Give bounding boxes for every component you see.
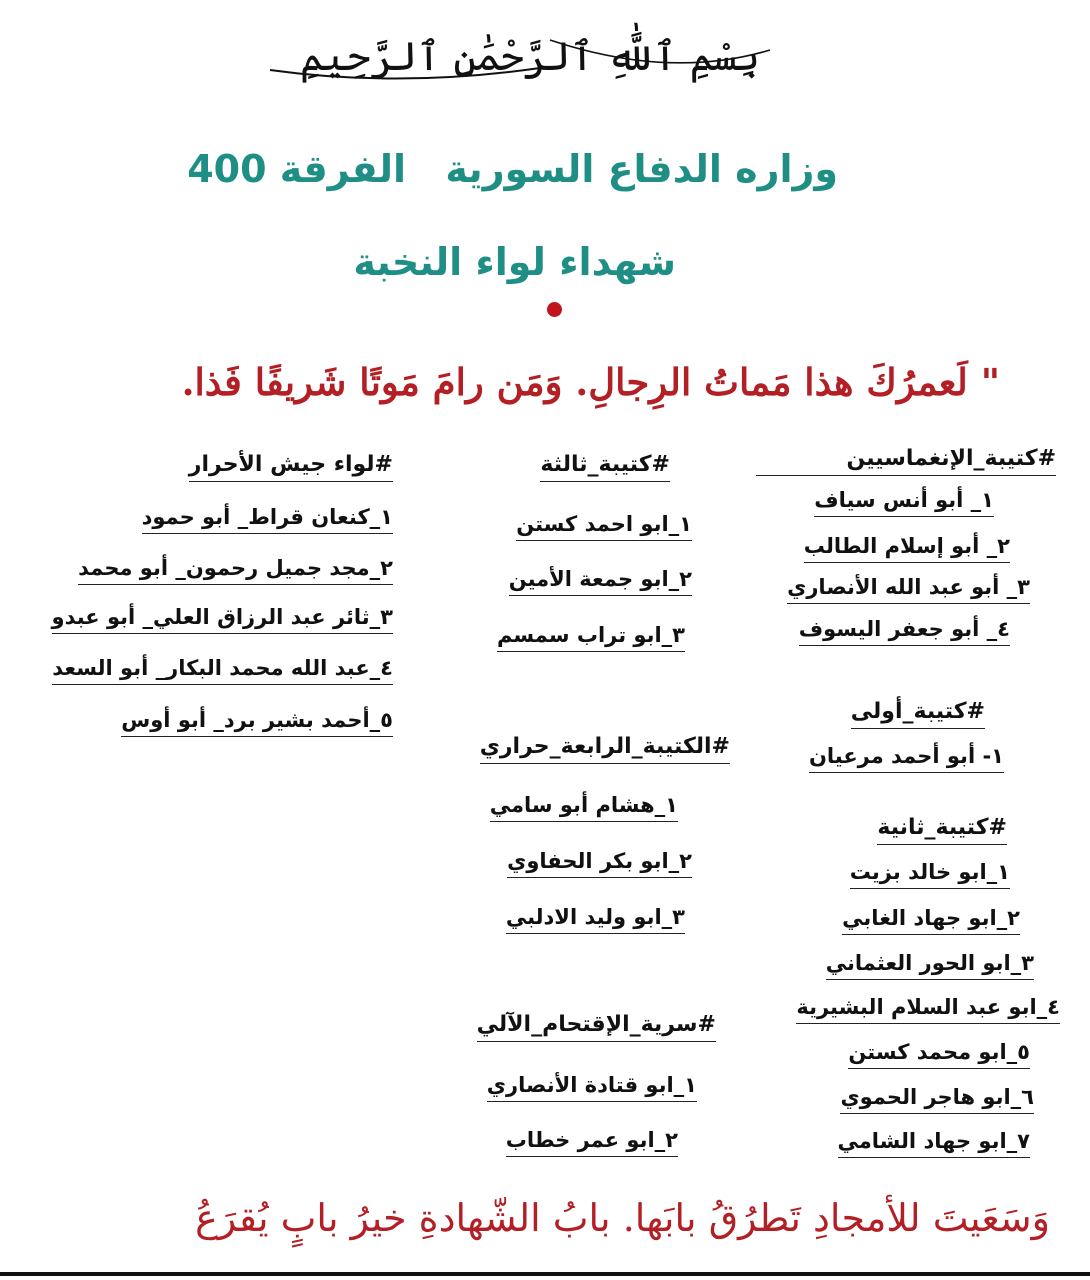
red-dot bbox=[547, 302, 562, 317]
ministry-title: وزاره الدفاع السورية bbox=[445, 147, 838, 191]
group-title-thaniya: #كتيبة_ثانية bbox=[877, 815, 1007, 845]
list-item: ٢_مجد جميل رحمون_ أبو محمد bbox=[78, 556, 393, 585]
bottom-border bbox=[0, 1272, 1090, 1276]
list-item: ١_ابو خالد بزيت bbox=[850, 860, 1010, 889]
group-title: #كتيبة_الإنغماسيين bbox=[756, 446, 1056, 476]
basmala-calligraphy bbox=[250, 10, 810, 100]
list-item: ١_هشام أبو سامي bbox=[490, 793, 678, 822]
list-item: ٣_ أبو عبد الله الأنصاري bbox=[787, 575, 1030, 604]
list-item: ٣_ابو وليد الادلبي bbox=[506, 905, 685, 934]
group-title-ahrar: #لواء جيش الأحرار bbox=[189, 452, 393, 482]
list-item: ٦_ابو هاجر الحموي bbox=[840, 1085, 1034, 1114]
list-item: ٢_ابو بكر الحفاوي bbox=[507, 849, 692, 878]
footer-verse: وَسَعَيتَ للأمجادِ تَطرُقُ بابَها. بابُ الشّهادةِ خيرُ بابٍ يُقرَعُ bbox=[195, 1196, 1050, 1240]
list-item: ٥_أحمد بشير برد_ أبو أوس bbox=[121, 708, 393, 737]
list-item: ٤_ أبو جعفر اليسوف bbox=[799, 617, 1010, 646]
list-item: ١_ أبو أنس سياف bbox=[814, 488, 994, 517]
poem-quote: " لَعمرُكَ هذا مَماتُ الرِجالِ. وَمَن رامَ مَوتًا شَريفًا فَذا. bbox=[181, 360, 1000, 404]
list-item: ١_ابو احمد كستن bbox=[516, 512, 692, 541]
division-title: الفرقة 400 bbox=[187, 147, 406, 191]
list-item: ٧_ابو جهاد الشامي bbox=[838, 1129, 1030, 1158]
list-item: ٤_ابو عبد السلام البشيرية bbox=[796, 995, 1060, 1024]
group-title-iqtiham: #سرية_الإقتحام_الآلي bbox=[477, 1012, 716, 1042]
list-item: ١- أبو أحمد مرعيان bbox=[809, 744, 1004, 773]
page-subtitle: شهداء لواء النخبة bbox=[353, 240, 676, 284]
list-item: ٥_ابو محمد كستن bbox=[848, 1040, 1030, 1069]
list-item: ٣_ثائر عبد الرزاق العلي_ أبو عبدو bbox=[52, 605, 393, 634]
group-inghimasiyeen bbox=[756, 446, 1056, 476]
list-item: ٢_ابو عمر خطاب bbox=[506, 1128, 678, 1157]
list-item: ٣_ابو الحور العثماني bbox=[826, 951, 1034, 980]
list-item: ٣_ابو تراب سمسم bbox=[497, 623, 685, 652]
list-item: ١_كنعان قراط_ أبو حمود bbox=[142, 505, 393, 534]
basmala-text: بِسْمِ ٱللَّٰهِ ٱلرَّحْمَٰنِ ٱلرَّحِيمِ bbox=[299, 34, 761, 80]
list-item: ٢_ابو جهاد الغابي bbox=[842, 906, 1020, 935]
list-item: ٢_ابو جمعة الأمين bbox=[509, 567, 692, 596]
group-title-rabia: #الكتيبة_الرابعة_حراري bbox=[480, 734, 730, 764]
list-item: ١_ابو قتادة الأنصاري bbox=[487, 1073, 697, 1102]
group-title-ula: #كتيبة_أولى bbox=[851, 699, 985, 729]
group-title-thalitha: #كتيبة_ثالثة bbox=[540, 452, 670, 482]
list-item: ٢_ أبو إسلام الطالب bbox=[804, 534, 1010, 563]
list-item: ٤_عبد الله محمد البكار_ أبو السعد bbox=[52, 656, 393, 685]
